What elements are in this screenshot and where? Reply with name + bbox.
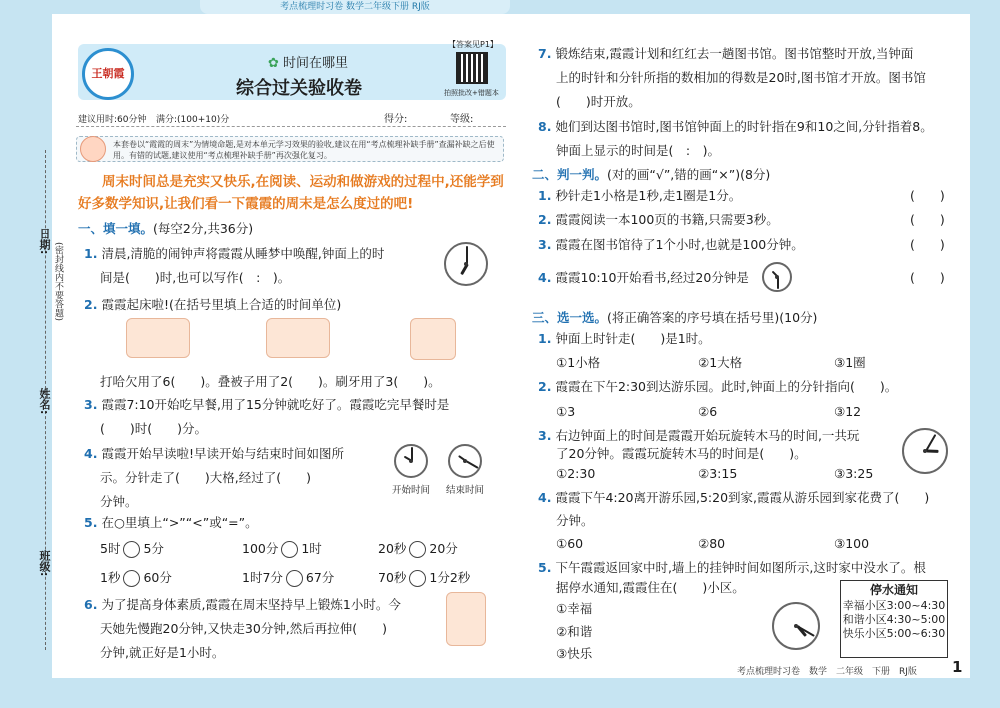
start-time-clock [394,444,428,478]
j1-text: 秒针走1小格是1秒,走1圈是1分。 [555,188,742,203]
c4-option-1[interactable]: ①60 [556,536,584,551]
j4-number: 4. [538,270,552,285]
intro-line-1: 周末时间总是充实又快乐,在阅读、运动和做游戏的过程中,还能学到 [102,174,504,190]
c2-number: 2. [538,379,552,394]
q1-blanks[interactable]: 间是( )时,也可以写作( : )。 [100,270,291,285]
brushing-teeth-icon [410,318,456,360]
notice-row: 快乐小区5:00~6:30 [842,627,946,640]
date-label: 日期: [38,228,51,255]
answer-ref: 【答案见P1】 [448,40,498,49]
score-label: 得分: [384,114,408,125]
q3-number: 3. [84,397,98,412]
c1-text: 钟面上时针走( )是1时。 [555,331,711,346]
c5-text: 下午霞霞返回家中时,墙上的挂钟时间如图所示,这时家中没水了。根 [555,560,926,575]
c2-text: 霞霞在下午2:30到达游乐园。此时,钟面上的分针指向( )。 [555,379,898,394]
c4-text-2: 分钟。 [556,513,594,528]
clover-icon: ✿ [268,56,279,71]
c3-clock [902,428,948,474]
q5-text: 在○里填上“>”“<”或“=”。 [101,515,258,530]
top-banner: 考点梳理时习卷 数学二年级下册 RJ版 [200,0,510,14]
q3-blanks[interactable]: ( )时( )分。 [100,421,208,436]
yawning-girl-icon [126,318,190,358]
j4-answer-box[interactable]: ( ) [910,270,945,285]
c4-option-3[interactable]: ③100 [834,536,870,551]
j4-clock [762,262,792,292]
page-title: 综合过关验收卷 [236,78,362,99]
level-label: 等级: [450,114,474,125]
section-3-meta: (将正确答案的序号填在括号里)(10分) [607,310,818,325]
q1-number: 1. [84,246,98,261]
q4-text: 霞霞开始早读啦!早读开始与结束时间如图所 [101,446,344,461]
section-1-meta: (每空2分,共36分) [153,221,254,236]
q6-text: 为了提高身体素质,霞霞在周末坚持早上锻炼1小时。今 [101,597,401,612]
folding-quilt-icon [266,318,330,358]
class-label: 班级: [38,550,51,577]
c3-option-1[interactable]: ①2:30 [556,466,596,481]
compare-item[interactable]: 1时7分 67分 [242,570,335,585]
notice-row: 和谐小区4:30~5:00 [842,613,946,626]
c2-option-3[interactable]: ③12 [834,404,862,419]
j2-number: 2. [538,212,552,227]
c3-text-2: 了20分钟。霞霞玩旋转木马的时间是( )。 [556,446,807,461]
seal-note: (密封线内不要答题) [53,242,63,322]
q4-blanks[interactable]: 示。分针走了( )大格,经过了( ) [100,470,311,485]
water-notice [840,580,948,658]
q6-blanks[interactable]: 天她先慢跑20分钟,又快走30分钟,然后再拉伸( ) [100,621,388,636]
c2-option-2[interactable]: ②6 [698,404,718,419]
q2-number: 2. [84,297,98,312]
section-1-heading: 一、填一填。 [78,221,154,236]
end-time-caption: 结束时间 [446,485,485,496]
end-time-clock [448,444,482,478]
q1-text: 清晨,清脆的闹钟声将霞霞从睡梦中唤醒,钟面上的时 [101,246,385,261]
c1-option-2[interactable]: ②1大格 [698,355,743,370]
c4-text: 霞霞下午4:20离开游乐园,5:20到家,霞霞从游乐园到家花费了( ) [555,490,930,505]
compare-item[interactable]: 70秒 1分2秒 [378,570,471,585]
c3-text: 右边钟面上的时间是霞霞开始玩旋转木马的时间,一共玩 [555,428,860,443]
girl-avatar-icon [80,136,106,162]
compare-item[interactable]: 20秒 20分 [378,541,458,556]
section-2-heading: 二、判一判。 [532,167,608,182]
c1-number: 1. [538,331,552,346]
q3-text: 霞霞7:10开始吃早餐,用了15分钟就吃好了。霞霞吃完早餐时是 [101,397,450,412]
j2-answer-box[interactable]: ( ) [910,212,945,227]
section-3-heading: 三、选一选。 [532,310,608,325]
compare-item[interactable]: 1秒 60分 [100,570,172,585]
qr-code-icon[interactable] [456,52,488,84]
q4-text-end: 分钟。 [100,494,138,509]
brand-logo: 王朝霞 [82,48,134,100]
q2-text: 霞霞起床啦!(在括号里填上合适的时间单位) [101,297,342,312]
c1-option-3[interactable]: ③1圈 [834,355,866,370]
c1-option-1[interactable]: ①1小格 [556,355,601,370]
j3-text: 霞霞在图书馆待了1个小时,也就是100分钟。 [555,237,804,252]
notice-title: 停水通知 [869,583,918,597]
q5-number: 5. [84,515,98,530]
footer-text: 考点梳理时习卷 数学 二年级 下册 RJ版 [737,667,917,677]
q8-blanks[interactable]: 钟面上显示的时间是( : )。 [556,143,720,158]
q8-text: 她们到达图书馆时,图书馆钟面上的时针指在9和10之间,分针指着8。 [555,119,933,134]
q6-number: 6. [84,597,98,612]
j3-number: 3. [538,237,552,252]
full-score: 满分:(100+10)分 [156,115,230,125]
teacher-note: 本套卷以“霞霞的周末”为情境命题,是对本单元学习效果的验收,建议在用“考点梳理补缺手册”查漏补缺之后使用。有错的试题,建议使用“考点梳理补缺手册”再次强化复习。 [76,136,504,162]
c5-option-2[interactable]: ②和谐 [556,624,593,639]
q2-blanks[interactable]: 打哈欠用了6( )。叠被子用了2( )。刷牙用了3( )。 [100,374,441,389]
compare-item[interactable]: 100分 1时 [242,541,322,556]
j4-text: 霞霞10:10开始看书,经过20分钟是 [555,270,749,285]
page-number: 1 [952,658,963,676]
c5-option-1[interactable]: ①幸福 [556,601,593,616]
j1-number: 1. [538,188,552,203]
c5-option-3[interactable]: ③快乐 [556,646,593,661]
c4-number: 4. [538,490,552,505]
q4-number: 4. [84,446,98,461]
q7-text-2: 上的时针和分针所指的数相加的得数是20时,图书馆才开放。图书馆 [556,70,926,85]
c5-text-2: 据停水通知,霞霞住在( )小区。 [556,580,745,595]
q7-text: 锻炼结束,霞霞计划和红红去一趟图书馆。图书馆整时开放,当钟面 [555,46,914,61]
unit-title: ✿ 时间在哪里 [268,56,349,71]
c4-option-2[interactable]: ②80 [698,536,726,551]
c5-number: 5. [538,560,552,575]
running-girl-icon [446,592,486,646]
q6-text-end: 分钟,就正好是1小时。 [100,645,225,660]
section-2-meta: (对的画“√”,错的画“×”)(8分) [607,167,771,182]
j1-answer-box[interactable]: ( ) [910,188,945,203]
c3-option-2[interactable]: ②3:15 [698,466,738,481]
c2-option-1[interactable]: ①3 [556,404,576,419]
notice-row: 幸福小区3:00~4:30 [842,599,946,612]
q8-number: 8. [538,119,552,134]
j2-text: 霞霞阅读一本100页的书籍,只需要3秒。 [555,212,779,227]
q1-clock [444,242,488,286]
compare-item[interactable]: 5时 5分 [100,541,164,556]
wall-clock [772,602,820,650]
q7-blanks[interactable]: ( )时开放。 [556,94,641,109]
meta-divider [76,126,506,127]
suggested-time: 建议用时:60分钟 [78,115,147,125]
j3-answer-box[interactable]: ( ) [910,237,945,252]
qr-caption: 拍照批改+错题本 [444,89,499,97]
intro-line-2: 好多数学知识,让我们看一下霞霞的周末是怎么度过的吧! [78,196,414,212]
c3-number: 3. [538,428,552,443]
name-label: 姓名: [38,388,51,415]
start-time-caption: 开始时间 [392,485,431,496]
c3-option-3[interactable]: ③3:25 [834,466,874,481]
q7-number: 7. [538,46,552,61]
